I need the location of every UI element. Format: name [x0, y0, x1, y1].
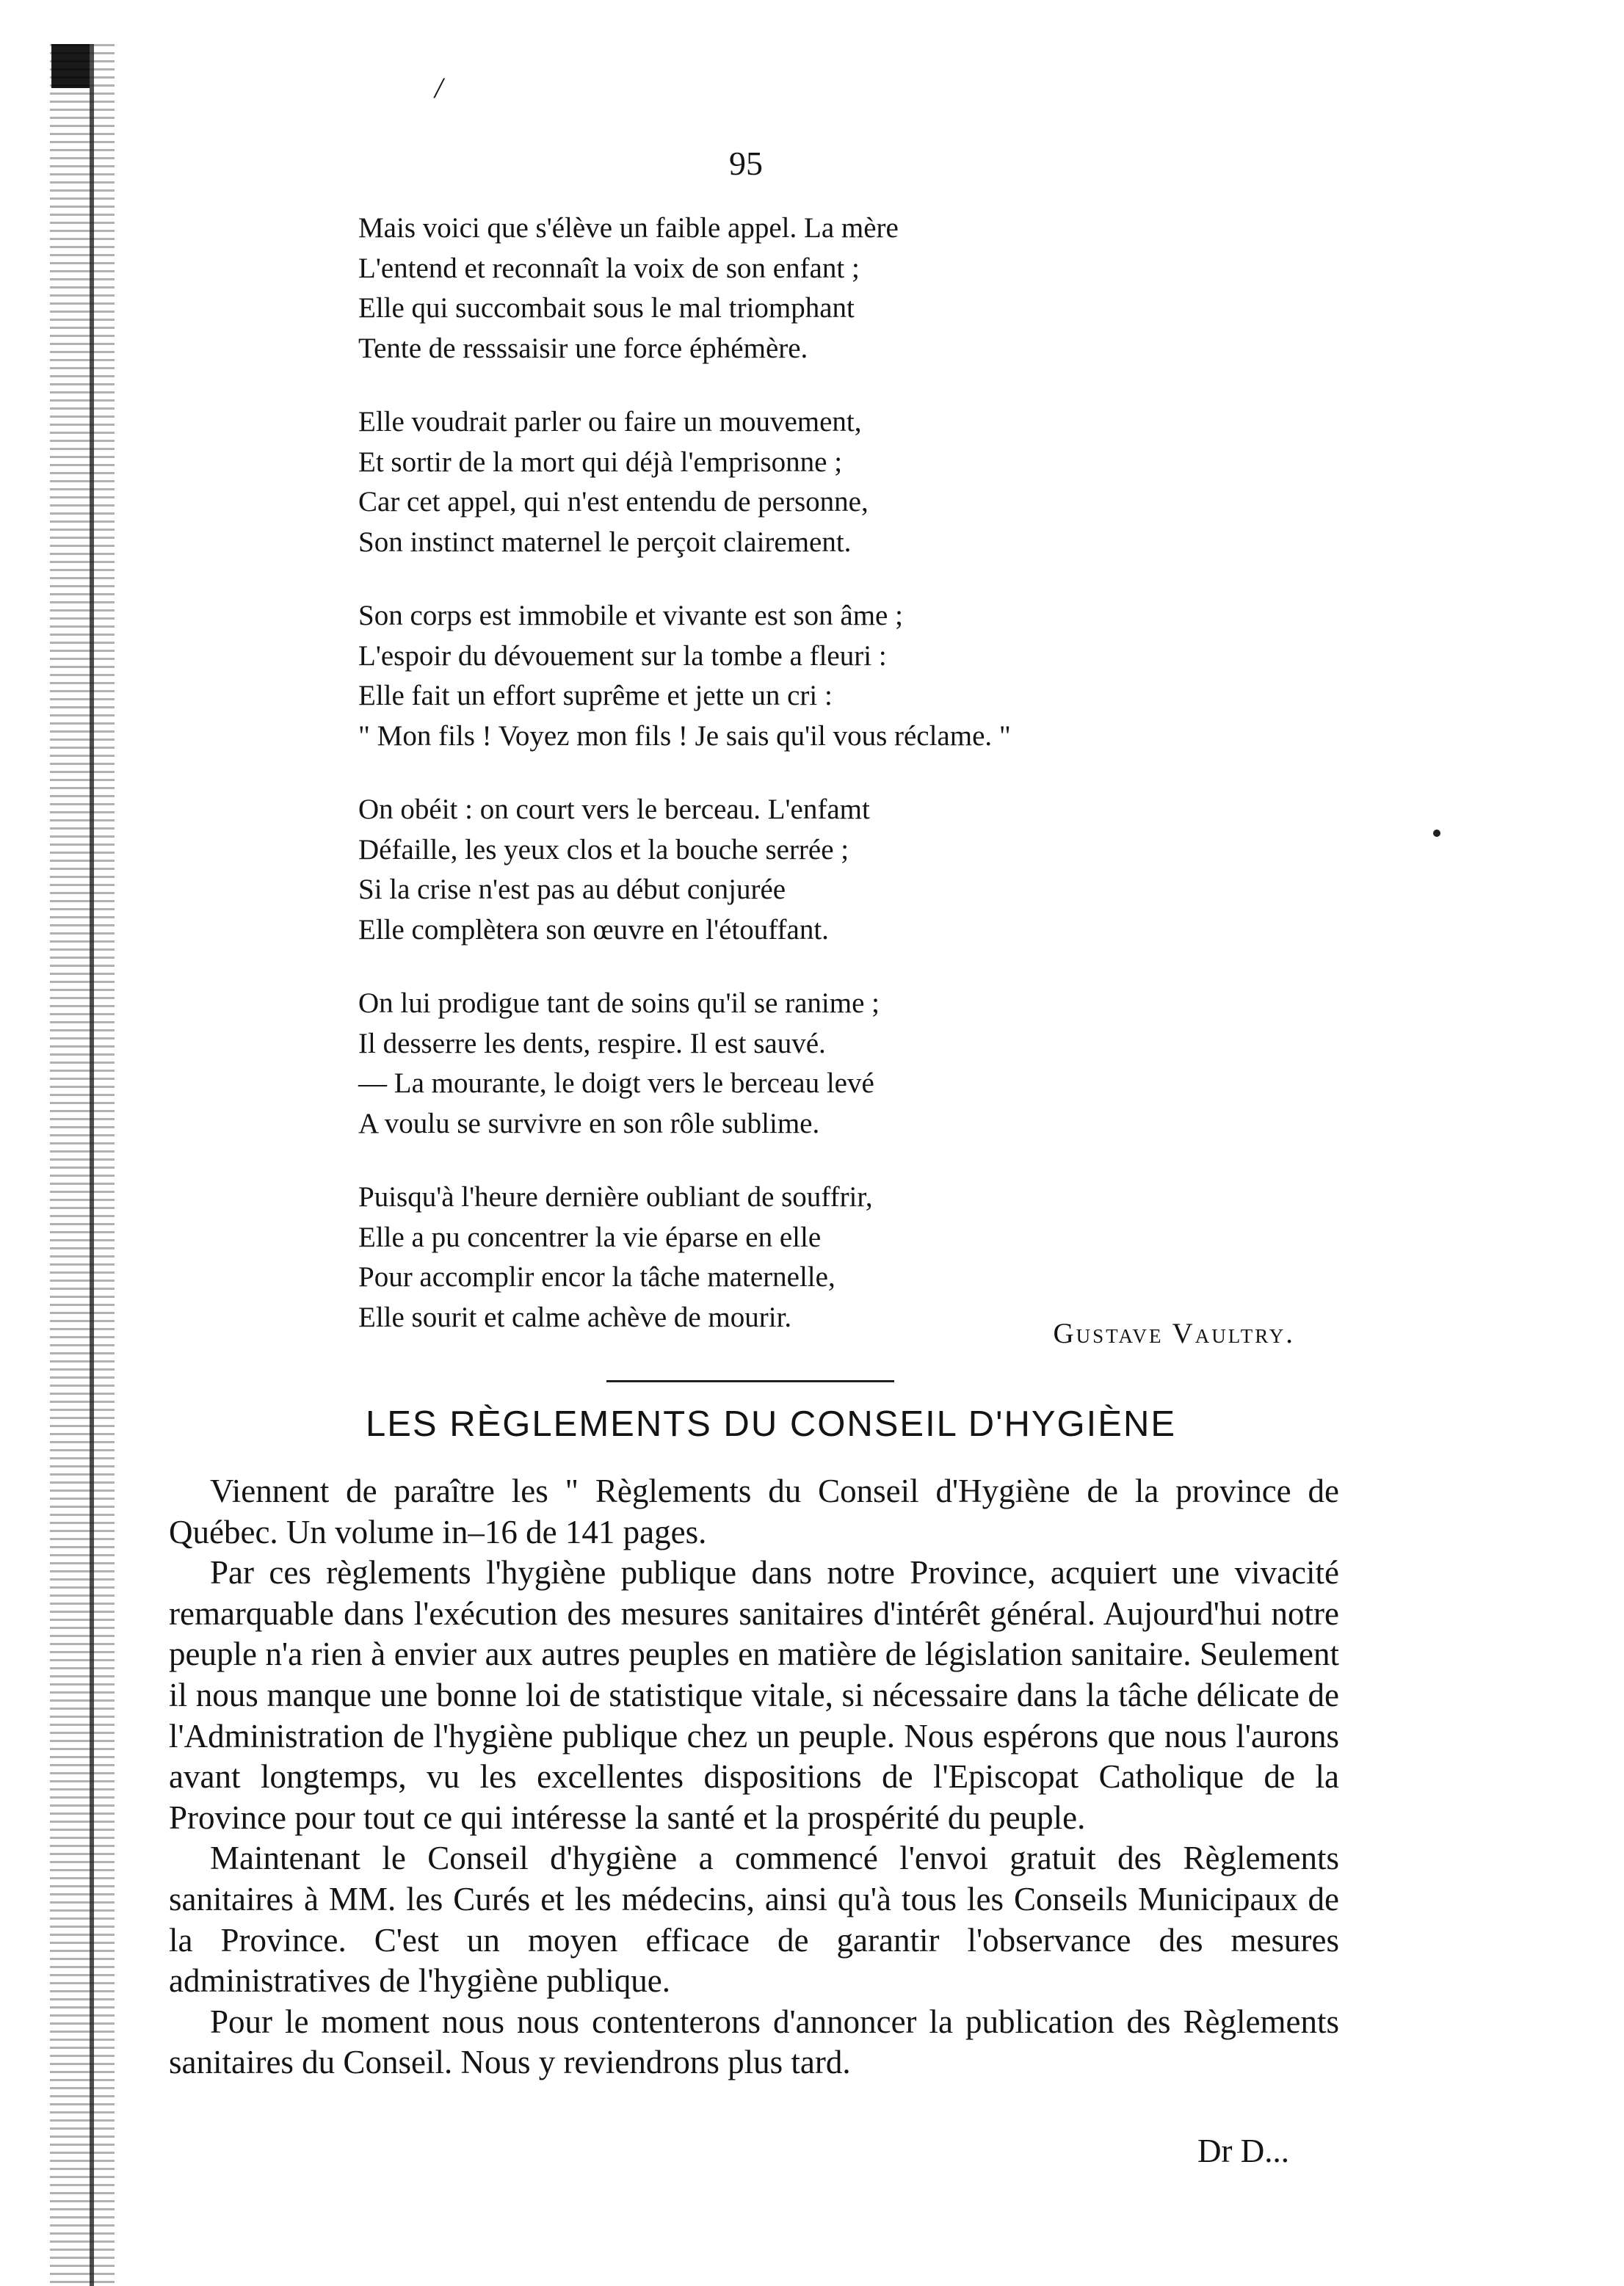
verse-line: Elle a pu concentrer la vie éparse en elle [358, 1221, 822, 1253]
stanza [358, 208, 1327, 369]
verse-line: " Mon fils ! Voyez mon fils ! Je sais qu'il vous réclame. " [358, 719, 1011, 752]
article-paragraph: Pour le moment nous nous contenterons d'annoncer la publication des Règlements sanitaires du Conseil. Nous y reviendrons plus tard. [169, 2003, 1339, 2081]
verse-line: Elle sourit et calme achève de mourir. [358, 1301, 792, 1333]
verse-line: — La mourante, le doigt vers le berceau levé [358, 1067, 874, 1099]
verse-line: Elle fait un effort suprême et jette un cri : [358, 680, 833, 711]
stanza [358, 596, 1327, 756]
verse-line: L'espoir du dévouement sur la tombe a fleuri : [358, 639, 887, 672]
article-signature: Dr D... [1197, 2133, 1289, 2169]
verse-line: Et sortir de la mort qui déjà l'emprisonne ; [358, 446, 843, 478]
article-body [169, 1471, 1339, 2083]
stanza [358, 984, 1327, 1144]
section-divider [606, 1380, 894, 1382]
verse-line: L'entend et reconnaît la voix de son enfant ; [358, 252, 860, 284]
stanza [358, 1178, 1327, 1338]
poem [358, 208, 1327, 1338]
binding-edge [50, 44, 115, 2286]
binding-line [90, 44, 94, 2286]
stray-dot [1433, 830, 1440, 837]
page-number: 95 [729, 145, 763, 182]
verse-line: Pour accomplir encor la tâche maternelle, [358, 1261, 835, 1293]
poem-author: Gustave Vaultry. [1053, 1318, 1295, 1349]
verse-line: On obéit : on court vers le berceau. L'enfamt [358, 794, 870, 825]
verse-line: On lui prodigue tant de soins qu'il se ranime ; [358, 987, 880, 1019]
verse-line: Car cet appel, qui n'est entendu de personne, [358, 486, 869, 518]
verse-line: Son instinct maternel le perçoit clairement. [358, 526, 852, 558]
page-number-wrap [0, 144, 1624, 183]
verse-line: Défaille, les yeux clos et la bouche serrée ; [358, 833, 849, 866]
stanza [358, 402, 1327, 562]
verse-line: Elle qui succombait sous le mal triomphant [358, 292, 855, 324]
verse-line: Mais voici que s'élève un faible appel. La mère [358, 212, 899, 244]
verse-line: Puisqu'à l'heure dernière oubliant de souffrir, [358, 1181, 873, 1213]
article-heading: LES RÈGLEMENTS DU CONSEIL D'HYGIÈNE [365, 1404, 1177, 1444]
verse-line: Elle voudrait parler ou faire un mouvement, [358, 406, 862, 438]
verse-line: Tente de resssaisir une force éphémère. [358, 332, 808, 364]
article-heading-wrap [0, 1404, 1624, 1445]
verse-line: Il desserre les dents, respire. Il est sauvé. [358, 1027, 826, 1059]
verse-line: Elle complètera son œuvre en l'étouffant. [358, 913, 829, 946]
verse-line: Son corps est immobile et vivante est son âme ; [358, 600, 903, 631]
verse-line: Si la crise n'est pas au début conjurée [358, 874, 786, 905]
verse-line: A voulu se survivre en son rôle sublime. [358, 1107, 820, 1139]
article-paragraph: Par ces règlements l'hygiène publique dans notre Province, acquiert une vivacité remarquable dans l'exécution des mesures sanitaires d'intérêt général. Aujourd'hui notre peuple n'a rien à envier aux autres peuples en matière de législation sanitaire. Seulement il nous manque une bonne loi de statistique vitale, si nécessaire dans la tâche délicate de l'Administration de l'hygiène publique chez un peuple. Nous espérons que nous l'aurons avant longtemps, vu les excellentes dispositions de l'Episcopat Catholique de la Province pour tout ce qui intéresse la santé et la prospérité du peuple. [169, 1554, 1339, 1836]
stanza [358, 790, 1327, 950]
stray-mark: / [435, 71, 443, 104]
article-paragraph: Viennent de paraître les " Règlements du Conseil d'Hygiène de la province de Québec. Un volume in–16 de 141 pages. [169, 1473, 1339, 1550]
article-paragraph: Maintenant le Conseil d'hygiène a commencé l'envoi gratuit des Règlements sanitaires à MM. les Curés et les médecins, ainsi qu'à tous les Conseils Municipaux de la Province. C'est un moyen efficace de garantir l'observance des mesures administratives de l'hygiène publique. [169, 1840, 1339, 2000]
